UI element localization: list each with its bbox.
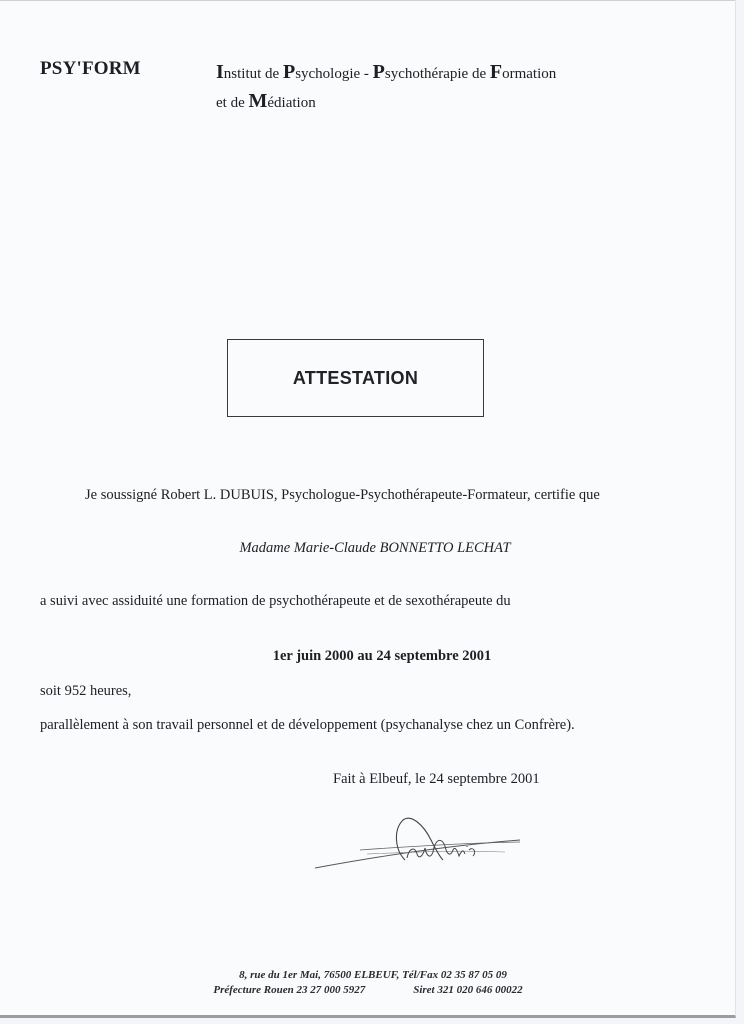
signature-icon — [305, 810, 530, 875]
institute-word: nstitut de — [223, 66, 283, 82]
parallel-work-line: parallèlement à son travail personnel et de développement (psychanalyse chez un Confrère). — [40, 717, 575, 733]
document-title: ATTESTATION — [292, 367, 419, 388]
footer-address: 8, rue du 1er Mai, 76500 ELBEUF, Tél/Fax 02 35 87 05 09 — [239, 969, 507, 981]
initial-letter: I — [216, 61, 224, 83]
certifier-line: Je soussigné Robert L. DUBUIS, Psychologue-Psychothérapeute-Formateur, certifie que — [85, 487, 600, 503]
institute-name — [216, 59, 676, 117]
training-period: 1er juin 2000 au 24 septembre 2001 — [272, 648, 492, 664]
institute-word: édiation — [267, 95, 316, 111]
institute-word: ormation — [502, 66, 557, 82]
hours-line: soit 952 heures, — [40, 683, 132, 699]
institute-line-1 — [216, 59, 676, 88]
footer-prefecture: Préfecture Rouen 23 27 000 5927 — [213, 984, 366, 996]
place-date: Fait à Elbeuf, le 24 septembre 2001 — [333, 771, 540, 787]
institute-word: sychothérapie de — [384, 66, 490, 82]
page-top-edge — [0, 0, 735, 1]
institute-word: sychologie - — [295, 66, 373, 82]
footer — [0, 968, 736, 998]
footer-registration — [0, 983, 736, 998]
initial-letter: F — [489, 61, 503, 83]
training-line: a suivi avec assiduité une formation de psychothérapeute et de sexothérapeute du — [40, 593, 511, 609]
brand-name: PSY'FORM — [40, 58, 141, 79]
footer-siret: Siret 321 020 646 00022 — [413, 984, 523, 996]
institute-word: et de — [216, 95, 249, 111]
initial-letter: P — [372, 61, 385, 83]
institute-line-2 — [216, 88, 676, 117]
document-title-box — [227, 339, 484, 417]
initial-letter: P — [282, 61, 296, 83]
initial-letter: M — [248, 90, 268, 112]
recipient-name: Madame Marie-Claude BONNETTO LECHAT — [239, 540, 511, 556]
